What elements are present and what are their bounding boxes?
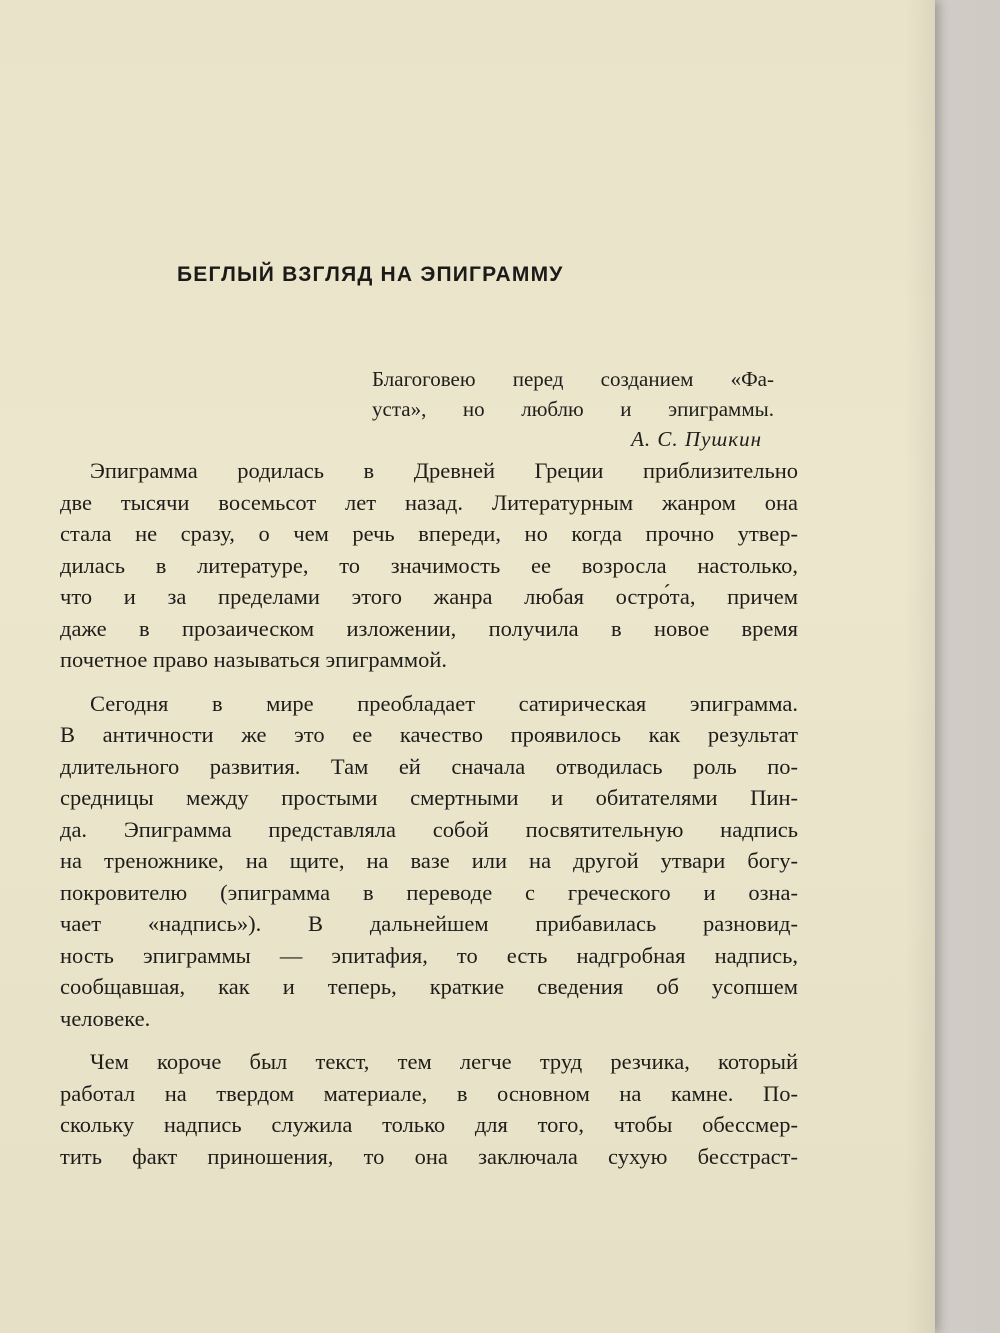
paragraph-1 [60, 455, 798, 676]
paragraph-3 [60, 1046, 798, 1172]
chapter-heading: БЕГЛЫЙ ВЗГЛЯД НА ЭПИГРАММУ [177, 263, 564, 286]
text-line: человеке. [60, 1005, 151, 1031]
text-line: почетное право называться эпиграммой. [60, 647, 448, 672]
text-line: две тысячи восемьсот лет назад. Литературным жанром она [60, 489, 798, 515]
text-line: сообщавшая, как и теперь, краткие сведения об усопшем [60, 974, 798, 999]
text-line: длительного развития. Там ей сначала отводилась роль по- [60, 753, 798, 779]
epigraph-line: Благоговею перед созданием «Фа- [372, 367, 774, 391]
text-line: работал на твердом материале, в основном на камне. По- [60, 1080, 798, 1106]
paragraph-2 [60, 688, 798, 1035]
text-line: Чем короче был текст, тем легче труд резчика, который [90, 1049, 798, 1074]
epigraph-author: А. С. Пушкин [631, 427, 762, 451]
text-line: дилась в литературе, то значимость ее возросла настолько, [60, 552, 798, 578]
text-line: скольку надпись служила только для того, чтобы обессмер- [60, 1112, 798, 1137]
text-line: ность эпиграммы — эпитафия, то есть надгробная надпись, [60, 942, 798, 968]
text-line: даже в прозаическом изложении, получила в новое время [60, 615, 798, 641]
text-line: тить факт приношения, то она заключала сухую бесстраст- [60, 1143, 798, 1169]
text-line: Эпиграмма родилась в Древней Греции приблизительно [90, 458, 798, 483]
text-line: В античности же это ее качество проявилось как результат [60, 722, 798, 747]
text-line: стала не сразу, о чем речь впереди, но когда прочно утвер- [60, 521, 798, 546]
text-line: что и за пределами этого жанра любая остро́та, причем [60, 584, 798, 609]
body-text [60, 455, 798, 1184]
text-line: покровителю (эпиграмма в переводе с греческого и озна- [60, 879, 798, 905]
epigraph-line: уста», но люблю и эпиграммы. [372, 397, 774, 421]
text-line: средницы между простыми смертными и обитателями Пин- [60, 785, 798, 810]
text-line: да. Эпиграмма представляла собой посвятительную надпись [60, 816, 798, 842]
page-edge-shadow [905, 0, 935, 1333]
text-line: Сегодня в мире преобладает сатирическая эпиграмма. [90, 690, 798, 716]
text-line: чает «надпись»). В дальнейшем прибавилась разновид- [60, 911, 798, 936]
epigraph [372, 364, 774, 454]
text-line: на треножнике, на щите, на вазе или на другой утвари богу- [60, 848, 798, 873]
